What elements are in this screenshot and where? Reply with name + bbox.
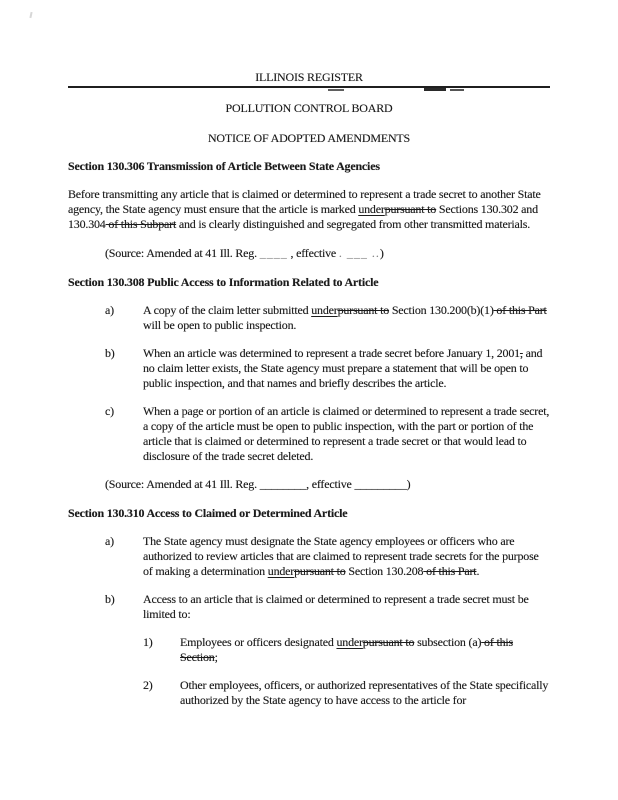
deleted-text: pursuant to — [294, 564, 346, 578]
plain-text: The State agency must designate the State agency employees or officers who are authorized to review articles that are claimed to represent trade secrets for the purpose of making a determination — [143, 534, 539, 578]
plain-text: Access to an article that is claimed or determined to represent a trade secret must be limited to: — [143, 592, 529, 621]
plain-text: ; — [214, 650, 218, 664]
item-label: 2) — [143, 678, 153, 692]
inserted-text: under — [311, 303, 338, 317]
list-item — [68, 592, 550, 622]
plain-text: When an article was determined to represent a trade secret before January 1, 2001 — [143, 346, 520, 360]
blank-line: . ___ .. — [338, 246, 380, 260]
plain-text: , effective — [287, 246, 339, 260]
list-item — [68, 678, 550, 708]
item-label: b) — [105, 592, 115, 606]
plain-text: (Source: Amended at 41 Ill. Reg. — [105, 246, 260, 260]
text-runs — [143, 404, 550, 464]
deleted-text: pursuant to — [362, 635, 415, 649]
section-heading: Section 130.306 Transmission of Article Between State Agencies — [68, 159, 380, 173]
inserted-text: under — [358, 202, 385, 216]
text-runs — [68, 187, 541, 231]
scan-smudge — [424, 88, 446, 91]
plain-text: When a page or portion of an article is claimed or determined to represent a trade secret, a copy of the article must be open to public inspection, with the part or portion of the article that is claimed or determined to represent a trade secret or that would lead to disclosure of the trade secret deleted. — [143, 404, 550, 463]
text-runs — [105, 477, 410, 491]
deleted-text: , — [519, 346, 523, 360]
deleted-text: of this Section — [180, 635, 513, 664]
plain-text: (Source: Amended at 41 Ill. Reg. ________, effective _________) — [105, 477, 411, 491]
source-line — [68, 246, 550, 261]
plain-text: and is clearly distinguished and segregated from other transmitted materials. — [176, 217, 531, 231]
document-content — [68, 159, 550, 708]
item-label: a) — [105, 534, 114, 548]
item-label: a) — [105, 303, 114, 317]
paragraph-line — [68, 187, 550, 232]
header-rule — [68, 86, 550, 88]
deleted-text: of this Part — [493, 303, 547, 317]
plain-text: and no claim letter exists, the State agency must prepare a statement that will be open to public inspection, and that names and briefly describes the article. — [143, 346, 543, 390]
deleted-text: pursuant to — [337, 303, 390, 317]
list-item — [68, 635, 550, 665]
text-runs — [180, 678, 550, 708]
inserted-text: under — [336, 635, 363, 649]
deleted-text: pursuant to — [384, 202, 437, 216]
plain-text: . — [476, 564, 480, 578]
scan-smudge — [328, 89, 344, 91]
text-runs — [143, 346, 550, 391]
text-runs — [180, 635, 550, 665]
plain-text: will be open to public inspection. — [143, 318, 297, 332]
list-item — [68, 303, 550, 333]
plain-text: Sections 130.302 and 130.304 — [68, 202, 538, 231]
plain-text: Other employees, officers, or authorized representatives of the State specifically authorized by the State agency to have access to the article for — [180, 678, 549, 707]
text-runs — [143, 534, 550, 579]
deleted-text: of this Part — [423, 564, 477, 578]
plain-text: Before transmitting any article that is claimed or determined to represent a trade secret to another State agency, the State agency must ensure that the article is marked — [68, 187, 541, 216]
plain-text: Section 130.200(b)(1) — [389, 303, 494, 317]
list-item — [68, 534, 550, 579]
blank-line: ____ — [259, 246, 288, 260]
section-heading: Section 130.310 Access to Claimed or Determined Article — [68, 506, 348, 520]
plain-text: ) — [379, 246, 384, 260]
plain-text: A copy of the claim letter submitted — [143, 303, 312, 317]
item-label: 1) — [143, 635, 153, 649]
text-runs — [105, 246, 384, 260]
list-item — [68, 404, 550, 464]
plain-text: Section 130.208 — [345, 564, 424, 578]
source-line — [68, 477, 550, 492]
item-label: c) — [105, 404, 114, 418]
scan-smudge — [450, 89, 464, 91]
item-label: b) — [105, 346, 115, 360]
board-name: POLLUTION CONTROL BOARD — [225, 101, 393, 115]
text-runs — [143, 303, 550, 333]
plain-text: subsection (a) — [414, 635, 482, 649]
deleted-text: of this Subpart — [105, 217, 177, 231]
scan-artifact-mark — [29, 12, 32, 18]
inserted-text: under — [267, 564, 295, 578]
text-runs — [143, 592, 550, 622]
section-heading: Section 130.308 Public Access to Information Related to Article — [68, 275, 379, 289]
notice-title: NOTICE OF ADOPTED AMENDMENTS — [207, 131, 411, 145]
list-item — [68, 346, 550, 391]
register-title: ILLINOIS REGISTER — [255, 70, 363, 84]
plain-text: Employees or officers designated — [180, 635, 337, 649]
